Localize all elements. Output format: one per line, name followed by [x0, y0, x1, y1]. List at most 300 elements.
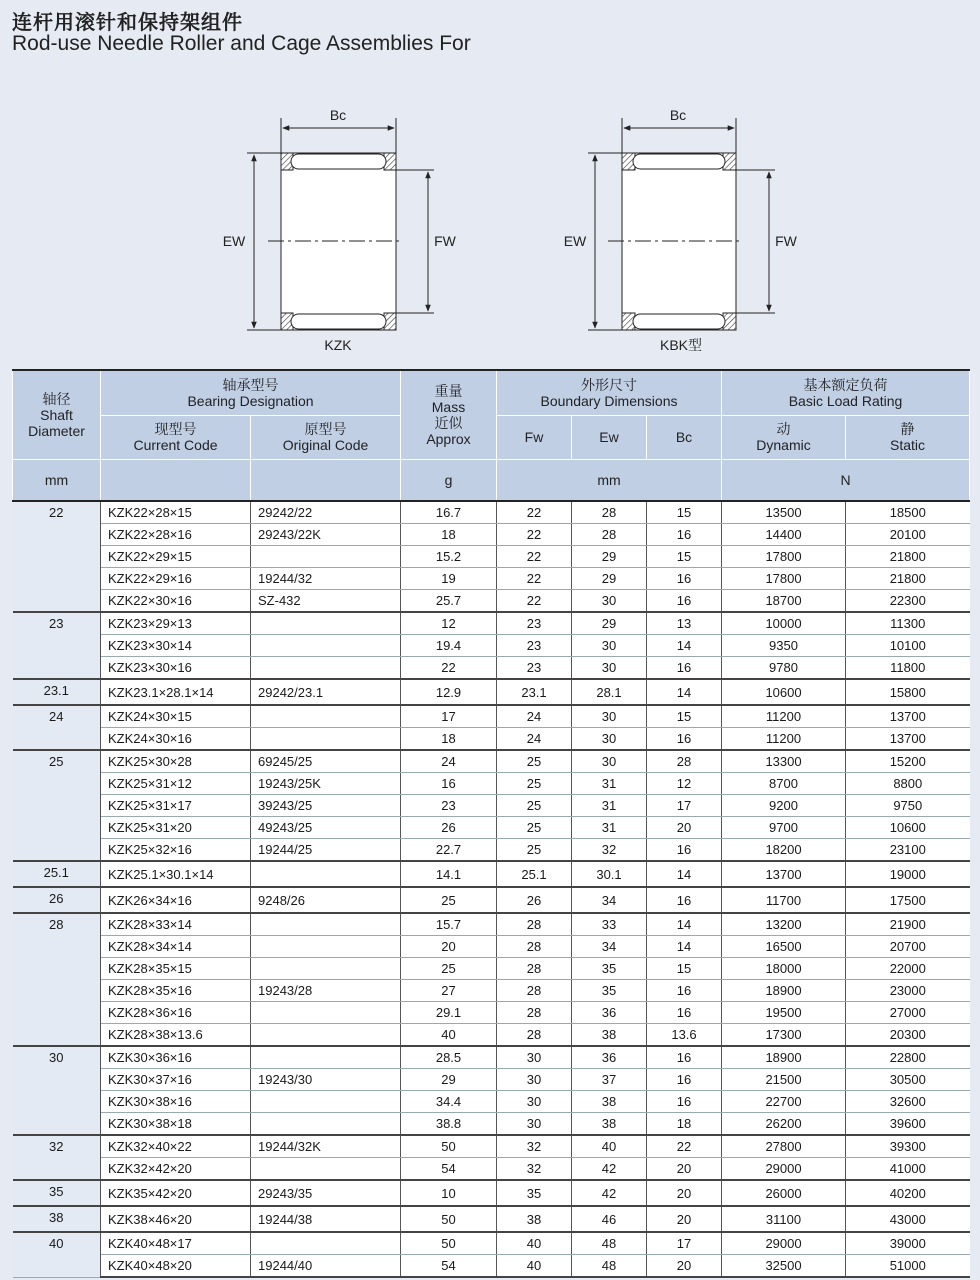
- static-load-cell: 11300: [846, 612, 970, 635]
- current-code-cell: KZK22×29×15: [101, 546, 251, 568]
- original-code-cell: [251, 1113, 401, 1136]
- fw-cell: 28: [497, 1002, 572, 1024]
- original-code-cell: 19243/28: [251, 980, 401, 1002]
- original-code-cell: [251, 728, 401, 751]
- bc-cell: 15: [647, 958, 722, 980]
- shaft-header-en2: Diameter: [28, 422, 85, 439]
- bc-cell: 16: [647, 657, 722, 680]
- dynamic-load-cell: 16500: [722, 936, 846, 958]
- dynamic-load-cell: 18200: [722, 839, 846, 862]
- table-row: [13, 1024, 970, 1047]
- current-code-cell: KZK38×46×20: [101, 1206, 251, 1232]
- ew-cell: 42: [572, 1180, 647, 1206]
- current-code-cell: KZK25×31×12: [101, 773, 251, 795]
- mass-cell: 25.7: [401, 590, 497, 613]
- mass-header-cn1: 重量: [434, 382, 463, 399]
- ew-cell: 40: [572, 1135, 647, 1158]
- dynamic-load-cell: 17300: [722, 1024, 846, 1047]
- shaft-diameter-cell: 25.1: [13, 861, 101, 887]
- original-code-cell: 29242/22: [251, 501, 401, 524]
- static-load-cell: 41000: [846, 1158, 970, 1181]
- current-code-cell: KZK22×28×16: [101, 524, 251, 546]
- current-code-cell: KZK30×37×16: [101, 1069, 251, 1091]
- original-code-cell: [251, 705, 401, 728]
- fw-cell: 28: [497, 1024, 572, 1047]
- ew-cell: 38: [572, 1113, 647, 1136]
- fw-cell: 30: [497, 1046, 572, 1069]
- mass-cell: 15.7: [401, 913, 497, 936]
- mass-cell: 20: [401, 936, 497, 958]
- fw-cell: 28: [497, 980, 572, 1002]
- bc-cell: 22: [647, 1135, 722, 1158]
- table-row: [13, 817, 970, 839]
- ew-header: Ew: [572, 415, 647, 459]
- original-code-cell: SZ-432: [251, 590, 401, 613]
- designation-header-cn: 轴承型号: [222, 376, 279, 393]
- static-header-en: Static: [890, 437, 926, 453]
- ew-cell: 48: [572, 1232, 647, 1255]
- original-code-cell: 29243/35: [251, 1180, 401, 1206]
- table-row: [13, 635, 970, 657]
- current-code-header-en: Current Code: [133, 437, 218, 453]
- current-code-cell: KZK35×42×20: [101, 1180, 251, 1206]
- original-code-cell: 19243/30: [251, 1069, 401, 1091]
- fw-cell: 25: [497, 817, 572, 839]
- current-code-cell: KZK25×32×16: [101, 839, 251, 862]
- mass-cell: 15.2: [401, 546, 497, 568]
- current-code-cell: KZK23×30×14: [101, 635, 251, 657]
- ew-cell: 34: [572, 936, 647, 958]
- dynamic-load-cell: 14400: [722, 524, 846, 546]
- static-load-cell: 22300: [846, 590, 970, 613]
- dynamic-load-cell: 26200: [722, 1113, 846, 1136]
- current-code-cell: KZK23.1×28.1×14: [101, 679, 251, 705]
- table-row: [13, 524, 970, 546]
- fw-cell: 35: [497, 1180, 572, 1206]
- original-code-cell: [251, 635, 401, 657]
- ew-cell: 34: [572, 887, 647, 913]
- fw-cell: 24: [497, 705, 572, 728]
- dynamic-load-cell: 29000: [722, 1158, 846, 1181]
- original-code-cell: 19244/25: [251, 839, 401, 862]
- ew-cell: 35: [572, 958, 647, 980]
- static-load-cell: 21900: [846, 913, 970, 936]
- dynamic-load-cell: 17800: [722, 546, 846, 568]
- table-row: [13, 1113, 970, 1136]
- bc-cell: 16: [647, 1046, 722, 1069]
- dynamic-header-cn: 动: [776, 421, 791, 437]
- mass-cell: 23: [401, 795, 497, 817]
- mass-cell: 27: [401, 980, 497, 1002]
- static-load-cell: 23000: [846, 980, 970, 1002]
- fw-cell: 23: [497, 635, 572, 657]
- dynamic-load-cell: 9200: [722, 795, 846, 817]
- unit-original-code: [251, 459, 401, 501]
- dynamic-load-cell: 9700: [722, 817, 846, 839]
- original-code-cell: 19244/40: [251, 1255, 401, 1278]
- mass-cell: 50: [401, 1135, 497, 1158]
- kbk-bc-label: Bc: [669, 107, 687, 123]
- dynamic-load-cell: 26000: [722, 1180, 846, 1206]
- original-code-cell: [251, 546, 401, 568]
- mass-cell: 28.5: [401, 1046, 497, 1069]
- current-code-cell: KZK28×35×16: [101, 980, 251, 1002]
- static-load-cell: 32600: [846, 1091, 970, 1113]
- mass-cell: 40: [401, 1024, 497, 1047]
- current-code-cell: KZK32×40×22: [101, 1135, 251, 1158]
- mass-cell: 16.7: [401, 501, 497, 524]
- table-row: [13, 1046, 970, 1069]
- kzk-bc-label: Bc: [329, 107, 347, 123]
- original-code-cell: 19244/32K: [251, 1135, 401, 1158]
- original-code-cell: [251, 1024, 401, 1047]
- page-title-cn: 连杆用滚针和保持架组件: [12, 10, 243, 34]
- unit-load: N: [722, 459, 970, 501]
- ew-cell: 42: [572, 1158, 647, 1181]
- table-row: [13, 1255, 970, 1278]
- dynamic-load-cell: 18900: [722, 1046, 846, 1069]
- static-header-cn: 静: [900, 421, 915, 437]
- fw-cell: 22: [497, 546, 572, 568]
- mass-cell: 12: [401, 612, 497, 635]
- dynamic-load-cell: 13500: [722, 501, 846, 524]
- table-row: [13, 1069, 970, 1091]
- static-load-cell: 21800: [846, 568, 970, 590]
- dynamic-load-cell: 21500: [722, 1069, 846, 1091]
- kbk-caption: KBK型: [659, 337, 703, 353]
- static-load-cell: 13700: [846, 705, 970, 728]
- ew-cell: 30: [572, 728, 647, 751]
- table-body: [13, 501, 970, 1277]
- table-row: [13, 887, 970, 913]
- mass-cell: 18: [401, 524, 497, 546]
- static-load-cell: 17500: [846, 887, 970, 913]
- bc-cell: 16: [647, 728, 722, 751]
- table-row: [13, 679, 970, 705]
- bc-cell: 17: [647, 795, 722, 817]
- static-header: [846, 415, 970, 459]
- bc-cell: 17: [647, 1232, 722, 1255]
- dynamic-load-cell: 18000: [722, 958, 846, 980]
- dynamic-load-cell: 10000: [722, 612, 846, 635]
- current-code-cell: KZK22×30×16: [101, 590, 251, 613]
- mass-cell: 12.9: [401, 679, 497, 705]
- original-code-header-en: Original Code: [282, 437, 369, 453]
- ew-cell: 36: [572, 1002, 647, 1024]
- dynamic-load-cell: 27800: [722, 1135, 846, 1158]
- bc-cell: 16: [647, 1091, 722, 1113]
- static-load-cell: 43000: [846, 1206, 970, 1232]
- unit-dims: mm: [497, 459, 722, 501]
- mass-cell: 34.4: [401, 1091, 497, 1113]
- mass-cell: 25: [401, 887, 497, 913]
- mass-cell: 14.1: [401, 861, 497, 887]
- current-code-cell: KZK28×34×14: [101, 936, 251, 958]
- table-row: [13, 657, 970, 680]
- table-row: [13, 705, 970, 728]
- mass-cell: 19: [401, 568, 497, 590]
- original-code-cell: [251, 1002, 401, 1024]
- table-row: [13, 1091, 970, 1113]
- current-code-cell: KZK22×28×15: [101, 501, 251, 524]
- bc-cell: 16: [647, 590, 722, 613]
- static-load-cell: 39000: [846, 1232, 970, 1255]
- static-load-cell: 20300: [846, 1024, 970, 1047]
- technical-drawings: [0, 90, 980, 360]
- dynamic-load-cell: 13200: [722, 913, 846, 936]
- bc-cell: 16: [647, 839, 722, 862]
- shaft-diameter-cell: 32: [13, 1135, 101, 1180]
- ew-cell: 32: [572, 839, 647, 862]
- original-code-cell: [251, 958, 401, 980]
- ew-cell: 35: [572, 980, 647, 1002]
- original-code-cell: [251, 1046, 401, 1069]
- ew-cell: 31: [572, 817, 647, 839]
- fw-cell: 25: [497, 750, 572, 773]
- original-code-cell: 19244/32: [251, 568, 401, 590]
- ew-cell: 31: [572, 773, 647, 795]
- dynamic-load-cell: 31100: [722, 1206, 846, 1232]
- table-row: [13, 913, 970, 936]
- static-load-cell: 19000: [846, 861, 970, 887]
- ew-cell: 31: [572, 795, 647, 817]
- kbk-fw-label: FW: [775, 233, 797, 249]
- unit-current-code: [101, 459, 251, 501]
- dynamic-load-cell: 11200: [722, 705, 846, 728]
- static-load-cell: 39600: [846, 1113, 970, 1136]
- dynamic-load-cell: 8700: [722, 773, 846, 795]
- static-load-cell: 30500: [846, 1069, 970, 1091]
- table-row: [13, 861, 970, 887]
- static-load-cell: 20100: [846, 524, 970, 546]
- bc-cell: 16: [647, 1002, 722, 1024]
- bc-cell: 15: [647, 705, 722, 728]
- unit-mass: g: [401, 459, 497, 501]
- current-code-cell: KZK28×33×14: [101, 913, 251, 936]
- kzk-caption: KZK: [324, 337, 352, 353]
- fw-header: Fw: [497, 415, 572, 459]
- ew-cell: 28.1: [572, 679, 647, 705]
- ew-cell: 30: [572, 657, 647, 680]
- mass-header: [401, 370, 497, 459]
- static-load-cell: 39300: [846, 1135, 970, 1158]
- current-code-header-cn: 现型号: [154, 421, 197, 437]
- fw-cell: 25.1: [497, 861, 572, 887]
- dynamic-load-cell: 22700: [722, 1091, 846, 1113]
- mass-cell: 18: [401, 728, 497, 751]
- ew-cell: 33: [572, 913, 647, 936]
- original-code-cell: [251, 861, 401, 887]
- original-code-cell: 9248/26: [251, 887, 401, 913]
- fw-cell: 24: [497, 728, 572, 751]
- table-row: [13, 1002, 970, 1024]
- static-load-cell: 15800: [846, 679, 970, 705]
- ew-cell: 30: [572, 750, 647, 773]
- mass-cell: 54: [401, 1255, 497, 1278]
- mass-cell: 22.7: [401, 839, 497, 862]
- ew-cell: 29: [572, 546, 647, 568]
- shaft-header-en1: Shaft: [40, 406, 73, 423]
- fw-cell: 28: [497, 936, 572, 958]
- original-code-cell: [251, 657, 401, 680]
- table-row: [13, 612, 970, 635]
- dynamic-load-cell: 29000: [722, 1232, 846, 1255]
- fw-cell: 30: [497, 1091, 572, 1113]
- static-load-cell: 10600: [846, 817, 970, 839]
- dynamic-load-cell: 13300: [722, 750, 846, 773]
- bc-cell: 20: [647, 1255, 722, 1278]
- bc-cell: 14: [647, 635, 722, 657]
- ew-cell: 30: [572, 705, 647, 728]
- current-code-header: [101, 415, 251, 459]
- mass-cell: 26: [401, 817, 497, 839]
- table-row: [13, 1180, 970, 1206]
- table-row: [13, 980, 970, 1002]
- table-row: [13, 1232, 970, 1255]
- fw-cell: 25: [497, 839, 572, 862]
- original-code-cell: [251, 1232, 401, 1255]
- table-row: [13, 728, 970, 751]
- fw-cell: 23.1: [497, 679, 572, 705]
- fw-cell: 40: [497, 1255, 572, 1278]
- fw-cell: 23: [497, 657, 572, 680]
- dynamic-load-cell: 10600: [722, 679, 846, 705]
- mass-cell: 17: [401, 705, 497, 728]
- current-code-cell: KZK28×35×15: [101, 958, 251, 980]
- mass-cell: 29: [401, 1069, 497, 1091]
- fw-cell: 25: [497, 795, 572, 817]
- static-load-cell: 51000: [846, 1255, 970, 1278]
- shaft-diameter-cell: 30: [13, 1046, 101, 1135]
- bc-cell: 13: [647, 612, 722, 635]
- ew-cell: 30: [572, 590, 647, 613]
- table-row: [13, 546, 970, 568]
- dynamic-load-cell: 13700: [722, 861, 846, 887]
- bc-cell: 20: [647, 1158, 722, 1181]
- fw-cell: 23: [497, 612, 572, 635]
- boundary-header-en: Boundary Dimensions: [540, 392, 678, 409]
- shaft-diameter-cell: 22: [13, 501, 101, 612]
- bc-cell: 15: [647, 546, 722, 568]
- bc-cell: 14: [647, 936, 722, 958]
- bc-cell: 14: [647, 679, 722, 705]
- original-code-cell: 29242/23.1: [251, 679, 401, 705]
- table-row: [13, 1206, 970, 1232]
- table-row: [13, 839, 970, 862]
- dynamic-load-cell: 19500: [722, 1002, 846, 1024]
- shaft-header: [13, 370, 101, 459]
- bc-cell: 16: [647, 1069, 722, 1091]
- static-load-cell: 23100: [846, 839, 970, 862]
- bc-cell: 16: [647, 887, 722, 913]
- mass-header-en2: Approx: [426, 430, 471, 447]
- ew-cell: 46: [572, 1206, 647, 1232]
- fw-cell: 28: [497, 913, 572, 936]
- load-header: [722, 370, 970, 415]
- current-code-cell: KZK26×34×16: [101, 887, 251, 913]
- current-code-cell: KZK23×30×16: [101, 657, 251, 680]
- original-code-header-cn: 原型号: [304, 421, 347, 437]
- dynamic-load-cell: 32500: [722, 1255, 846, 1278]
- bc-cell: 16: [647, 568, 722, 590]
- current-code-cell: KZK22×29×16: [101, 568, 251, 590]
- fw-cell: 26: [497, 887, 572, 913]
- kzk-fw-label: FW: [434, 233, 456, 249]
- static-load-cell: 8800: [846, 773, 970, 795]
- fw-cell: 22: [497, 568, 572, 590]
- dynamic-load-cell: 17800: [722, 568, 846, 590]
- static-load-cell: 22000: [846, 958, 970, 980]
- designation-header: [101, 370, 401, 415]
- static-load-cell: 27000: [846, 1002, 970, 1024]
- bc-cell: 14: [647, 913, 722, 936]
- current-code-cell: KZK32×42×20: [101, 1158, 251, 1181]
- shaft-diameter-cell: 40: [13, 1232, 101, 1277]
- shaft-diameter-cell: 26: [13, 887, 101, 913]
- original-code-cell: [251, 1091, 401, 1113]
- bc-cell: 12: [647, 773, 722, 795]
- table-row: [13, 795, 970, 817]
- table-row: [13, 773, 970, 795]
- kbk-ew-label: EW: [563, 233, 587, 249]
- static-load-cell: 11800: [846, 657, 970, 680]
- original-code-cell: [251, 913, 401, 936]
- ew-cell: 30: [572, 635, 647, 657]
- original-code-cell: 19243/25K: [251, 773, 401, 795]
- static-load-cell: 9750: [846, 795, 970, 817]
- current-code-cell: KZK28×36×16: [101, 1002, 251, 1024]
- fw-cell: 32: [497, 1135, 572, 1158]
- bc-cell: 20: [647, 1206, 722, 1232]
- shaft-diameter-cell: 35: [13, 1180, 101, 1206]
- original-code-header: [251, 415, 401, 459]
- mass-cell: 24: [401, 750, 497, 773]
- ew-cell: 28: [572, 501, 647, 524]
- original-code-cell: 29243/22K: [251, 524, 401, 546]
- static-load-cell: 21800: [846, 546, 970, 568]
- table-row: [13, 936, 970, 958]
- dynamic-load-cell: 18900: [722, 980, 846, 1002]
- current-code-cell: KZK24×30×16: [101, 728, 251, 751]
- ew-cell: 29: [572, 568, 647, 590]
- load-header-en: Basic Load Rating: [788, 392, 903, 409]
- mass-header-cn2: 近似: [434, 414, 463, 431]
- mass-cell: 22: [401, 657, 497, 680]
- shaft-diameter-cell: 38: [13, 1206, 101, 1232]
- original-code-cell: 69245/25: [251, 750, 401, 773]
- dynamic-load-cell: 9780: [722, 657, 846, 680]
- dynamic-header-en: Dynamic: [756, 437, 811, 453]
- fw-cell: 22: [497, 590, 572, 613]
- dynamic-load-cell: 11700: [722, 887, 846, 913]
- fw-cell: 22: [497, 501, 572, 524]
- original-code-cell: [251, 612, 401, 635]
- original-code-cell: 39243/25: [251, 795, 401, 817]
- table-row: [13, 958, 970, 980]
- mass-cell: 38.8: [401, 1113, 497, 1136]
- current-code-cell: KZK40×48×17: [101, 1232, 251, 1255]
- current-code-cell: KZK24×30×15: [101, 705, 251, 728]
- current-code-cell: KZK30×38×18: [101, 1113, 251, 1136]
- table-header: [13, 370, 970, 501]
- dynamic-load-cell: 18700: [722, 590, 846, 613]
- bc-cell: 28: [647, 750, 722, 773]
- page-title-en: Rod-use Needle Roller and Cage Assemblies For: [12, 32, 471, 55]
- load-header-cn: 基本额定负荷: [803, 376, 888, 393]
- shaft-diameter-cell: 24: [13, 705, 101, 750]
- table-row: [13, 1135, 970, 1158]
- table-row: [13, 501, 970, 524]
